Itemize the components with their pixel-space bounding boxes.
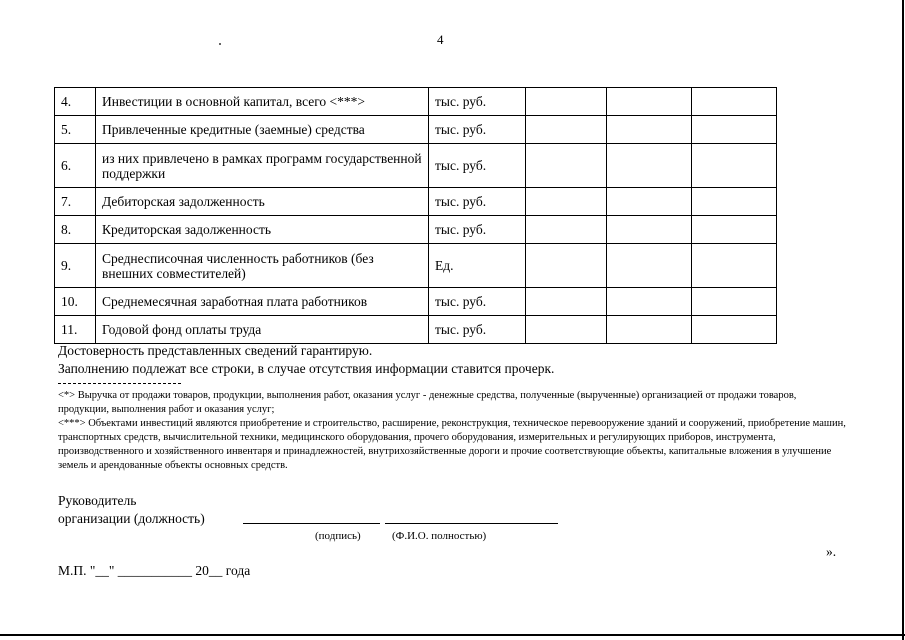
page-number: 4 <box>437 32 444 47</box>
fill-rule-note: Заполнению подлежат все строки, в случае отсутствия информации ставится прочерк. <box>58 361 555 376</box>
row-indicator-name: Среднесписочная численность работников (без внешних совместителей) <box>96 244 429 288</box>
full-name-caption: (Ф.И.О. полностью) <box>392 530 487 542</box>
value-cell[interactable] <box>526 116 607 144</box>
row-number: 4. <box>55 88 96 116</box>
row-unit: тыс. руб. <box>429 316 526 344</box>
row-indicator-name: Кредиторская задолженность <box>96 216 429 244</box>
table-row <box>55 88 777 116</box>
value-cell[interactable] <box>607 188 692 216</box>
row-unit: тыс. руб. <box>429 88 526 116</box>
scan-speck <box>219 43 221 45</box>
value-cell[interactable] <box>692 288 777 316</box>
row-indicator-name: Привлеченные кредитные (заемные) средства <box>96 116 429 144</box>
value-cell[interactable] <box>526 216 607 244</box>
indicators-table <box>54 87 777 344</box>
row-number: 10. <box>55 288 96 316</box>
signature-caption: (подпись) <box>315 530 361 542</box>
value-cell[interactable] <box>607 316 692 344</box>
row-unit: тыс. руб. <box>429 144 526 188</box>
row-indicator-name: Дебиторская задолженность <box>96 188 429 216</box>
table-row <box>55 244 777 288</box>
stamp-date-line: М.П. "__" ___________ 20__ года <box>58 563 251 578</box>
head-label-line1: Руководитель <box>58 493 137 508</box>
table-row <box>55 288 777 316</box>
value-cell[interactable] <box>526 188 607 216</box>
row-number: 9. <box>55 244 96 288</box>
full-name-line[interactable] <box>385 523 558 524</box>
value-cell[interactable] <box>692 116 777 144</box>
row-unit: тыс. руб. <box>429 116 526 144</box>
row-indicator-name: Среднемесячная заработная плата работников <box>96 288 429 316</box>
value-cell[interactable] <box>607 88 692 116</box>
value-cell[interactable] <box>526 288 607 316</box>
row-unit: тыс. руб. <box>429 288 526 316</box>
footnote-separator <box>58 383 181 384</box>
row-unit: Ед. <box>429 244 526 288</box>
value-cell[interactable] <box>692 188 777 216</box>
value-cell[interactable] <box>607 216 692 244</box>
page-frame-right <box>902 0 904 640</box>
value-cell[interactable] <box>692 244 777 288</box>
row-number: 7. <box>55 188 96 216</box>
row-number: 8. <box>55 216 96 244</box>
value-cell[interactable] <box>692 216 777 244</box>
value-cell[interactable] <box>607 288 692 316</box>
value-cell[interactable] <box>526 88 607 116</box>
value-cell[interactable] <box>607 244 692 288</box>
row-indicator-name: из них привлечено в рамках программ государственной поддержки <box>96 144 429 188</box>
head-label-line2: организации (должность) <box>58 511 205 526</box>
table-row <box>55 144 777 188</box>
signature-line[interactable] <box>243 523 380 524</box>
guarantee-note: Достоверность представленных сведений гарантирую. <box>58 343 373 358</box>
value-cell[interactable] <box>526 144 607 188</box>
footnote-investment-objects: <***> Объектами инвестиций являются приобретение и строительство, расширение, реконструкция, техническое перевооружение зданий и сооружений, приобретение машин, транспортных средств, вычислительной техники, медицинского оборудования, прочего оборудования, измерительных и регулирующих приборов, инструмента, производственного и хозяйственного инвентаря и принадлежностей, внутрихозяйственные дороги и прочие соответствующие объекты, капитальные вложения в улучшение земель и арендованные объекты основных средств. <box>58 418 846 471</box>
table-row <box>55 216 777 244</box>
value-cell[interactable] <box>607 116 692 144</box>
row-number: 6. <box>55 144 96 188</box>
closing-quote: ». <box>826 544 837 559</box>
row-number: 11. <box>55 316 96 344</box>
row-unit: тыс. руб. <box>429 188 526 216</box>
value-cell[interactable] <box>526 244 607 288</box>
table-row <box>55 116 777 144</box>
value-cell[interactable] <box>692 88 777 116</box>
row-indicator-name: Инвестиции в основной капитал, всего <***> <box>96 88 429 116</box>
page-frame-bottom <box>0 634 905 636</box>
value-cell[interactable] <box>692 316 777 344</box>
footnote-revenue: <*> Выручка от продажи товаров, продукции, выполнения работ, оказания услуг - денежные средства, полученные (вырученные) организацией от продажи товаров, продукции, выполнения работ и оказания услуг; <box>58 390 797 415</box>
row-unit: тыс. руб. <box>429 216 526 244</box>
table-row <box>55 188 777 216</box>
value-cell[interactable] <box>607 144 692 188</box>
table-row <box>55 316 777 344</box>
value-cell[interactable] <box>526 316 607 344</box>
row-number: 5. <box>55 116 96 144</box>
row-indicator-name: Годовой фонд оплаты труда <box>96 316 429 344</box>
value-cell[interactable] <box>692 144 777 188</box>
